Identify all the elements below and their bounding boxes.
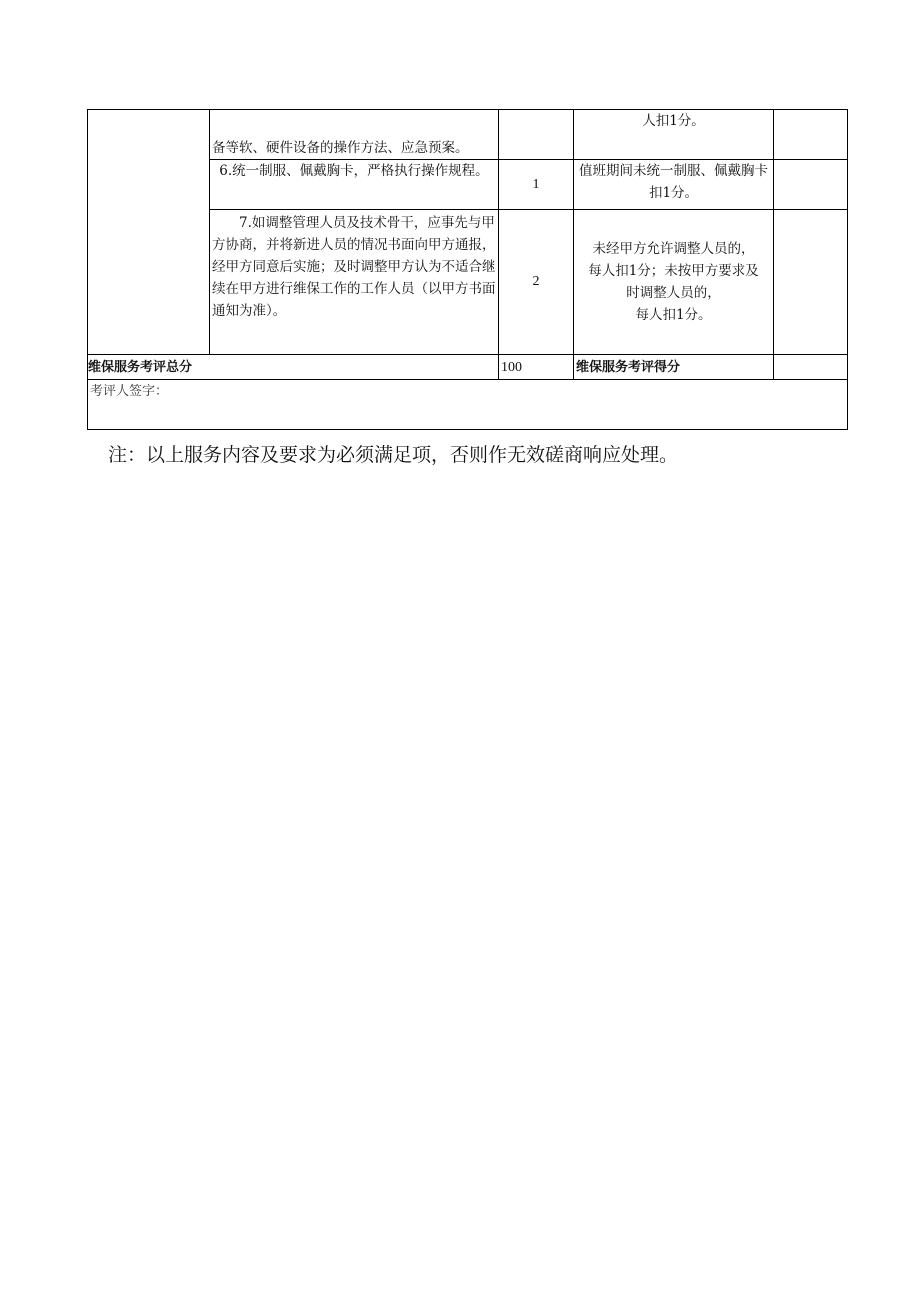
deduction-line: 未经甲方允许调整人员的， — [592, 241, 755, 257]
score-label: 维保服务考评得分 — [574, 355, 774, 380]
content-cell: 备等软、硬件设备的操作方法、应急预案。 — [210, 110, 499, 160]
result-cell — [774, 160, 848, 210]
footnote: 注：以上服务内容及要求为必须满足项，否则作无效磋商响应处理。 — [108, 444, 679, 466]
deduction-cell: 人扣1分。 — [574, 110, 774, 160]
signature-row — [88, 380, 848, 430]
evaluation-table — [87, 109, 848, 430]
content-cell: 6.统一制服、佩戴胸卡，严格执行操作规程。 — [210, 160, 499, 210]
total-label: 维保服务考评总分 — [88, 355, 499, 380]
category-cell — [88, 110, 210, 355]
signature-label: 考评人签字： — [90, 384, 169, 399]
total-row — [88, 355, 848, 380]
final-score-cell — [774, 355, 848, 380]
signature-cell — [88, 380, 848, 430]
deduction-cell — [574, 210, 774, 355]
deduction-cell: 值班期间未统一制服、佩戴胸卡扣1分。 — [574, 160, 774, 210]
deduction-line: 时调整人员的， — [626, 285, 721, 301]
result-cell — [774, 210, 848, 355]
deduction-line: 每人扣1分；未按甲方要求及 — [588, 263, 759, 279]
result-cell — [774, 110, 848, 160]
score-cell: 1 — [499, 160, 574, 210]
total-value: 100 — [499, 355, 574, 380]
score-cell — [499, 110, 574, 160]
deduction-line: 每人扣1分。 — [635, 307, 712, 323]
table-row — [88, 110, 848, 160]
content-cell: 7.如调整管理人员及技术骨干，应事先与甲方协商，并将新进人员的情况书面向甲方通报，经甲方同意后实施；及时调整甲方认为不适合继续在甲方进行维保工作的工作人员（以甲方书面通知为准）。 — [210, 210, 499, 355]
score-cell: 2 — [499, 210, 574, 355]
